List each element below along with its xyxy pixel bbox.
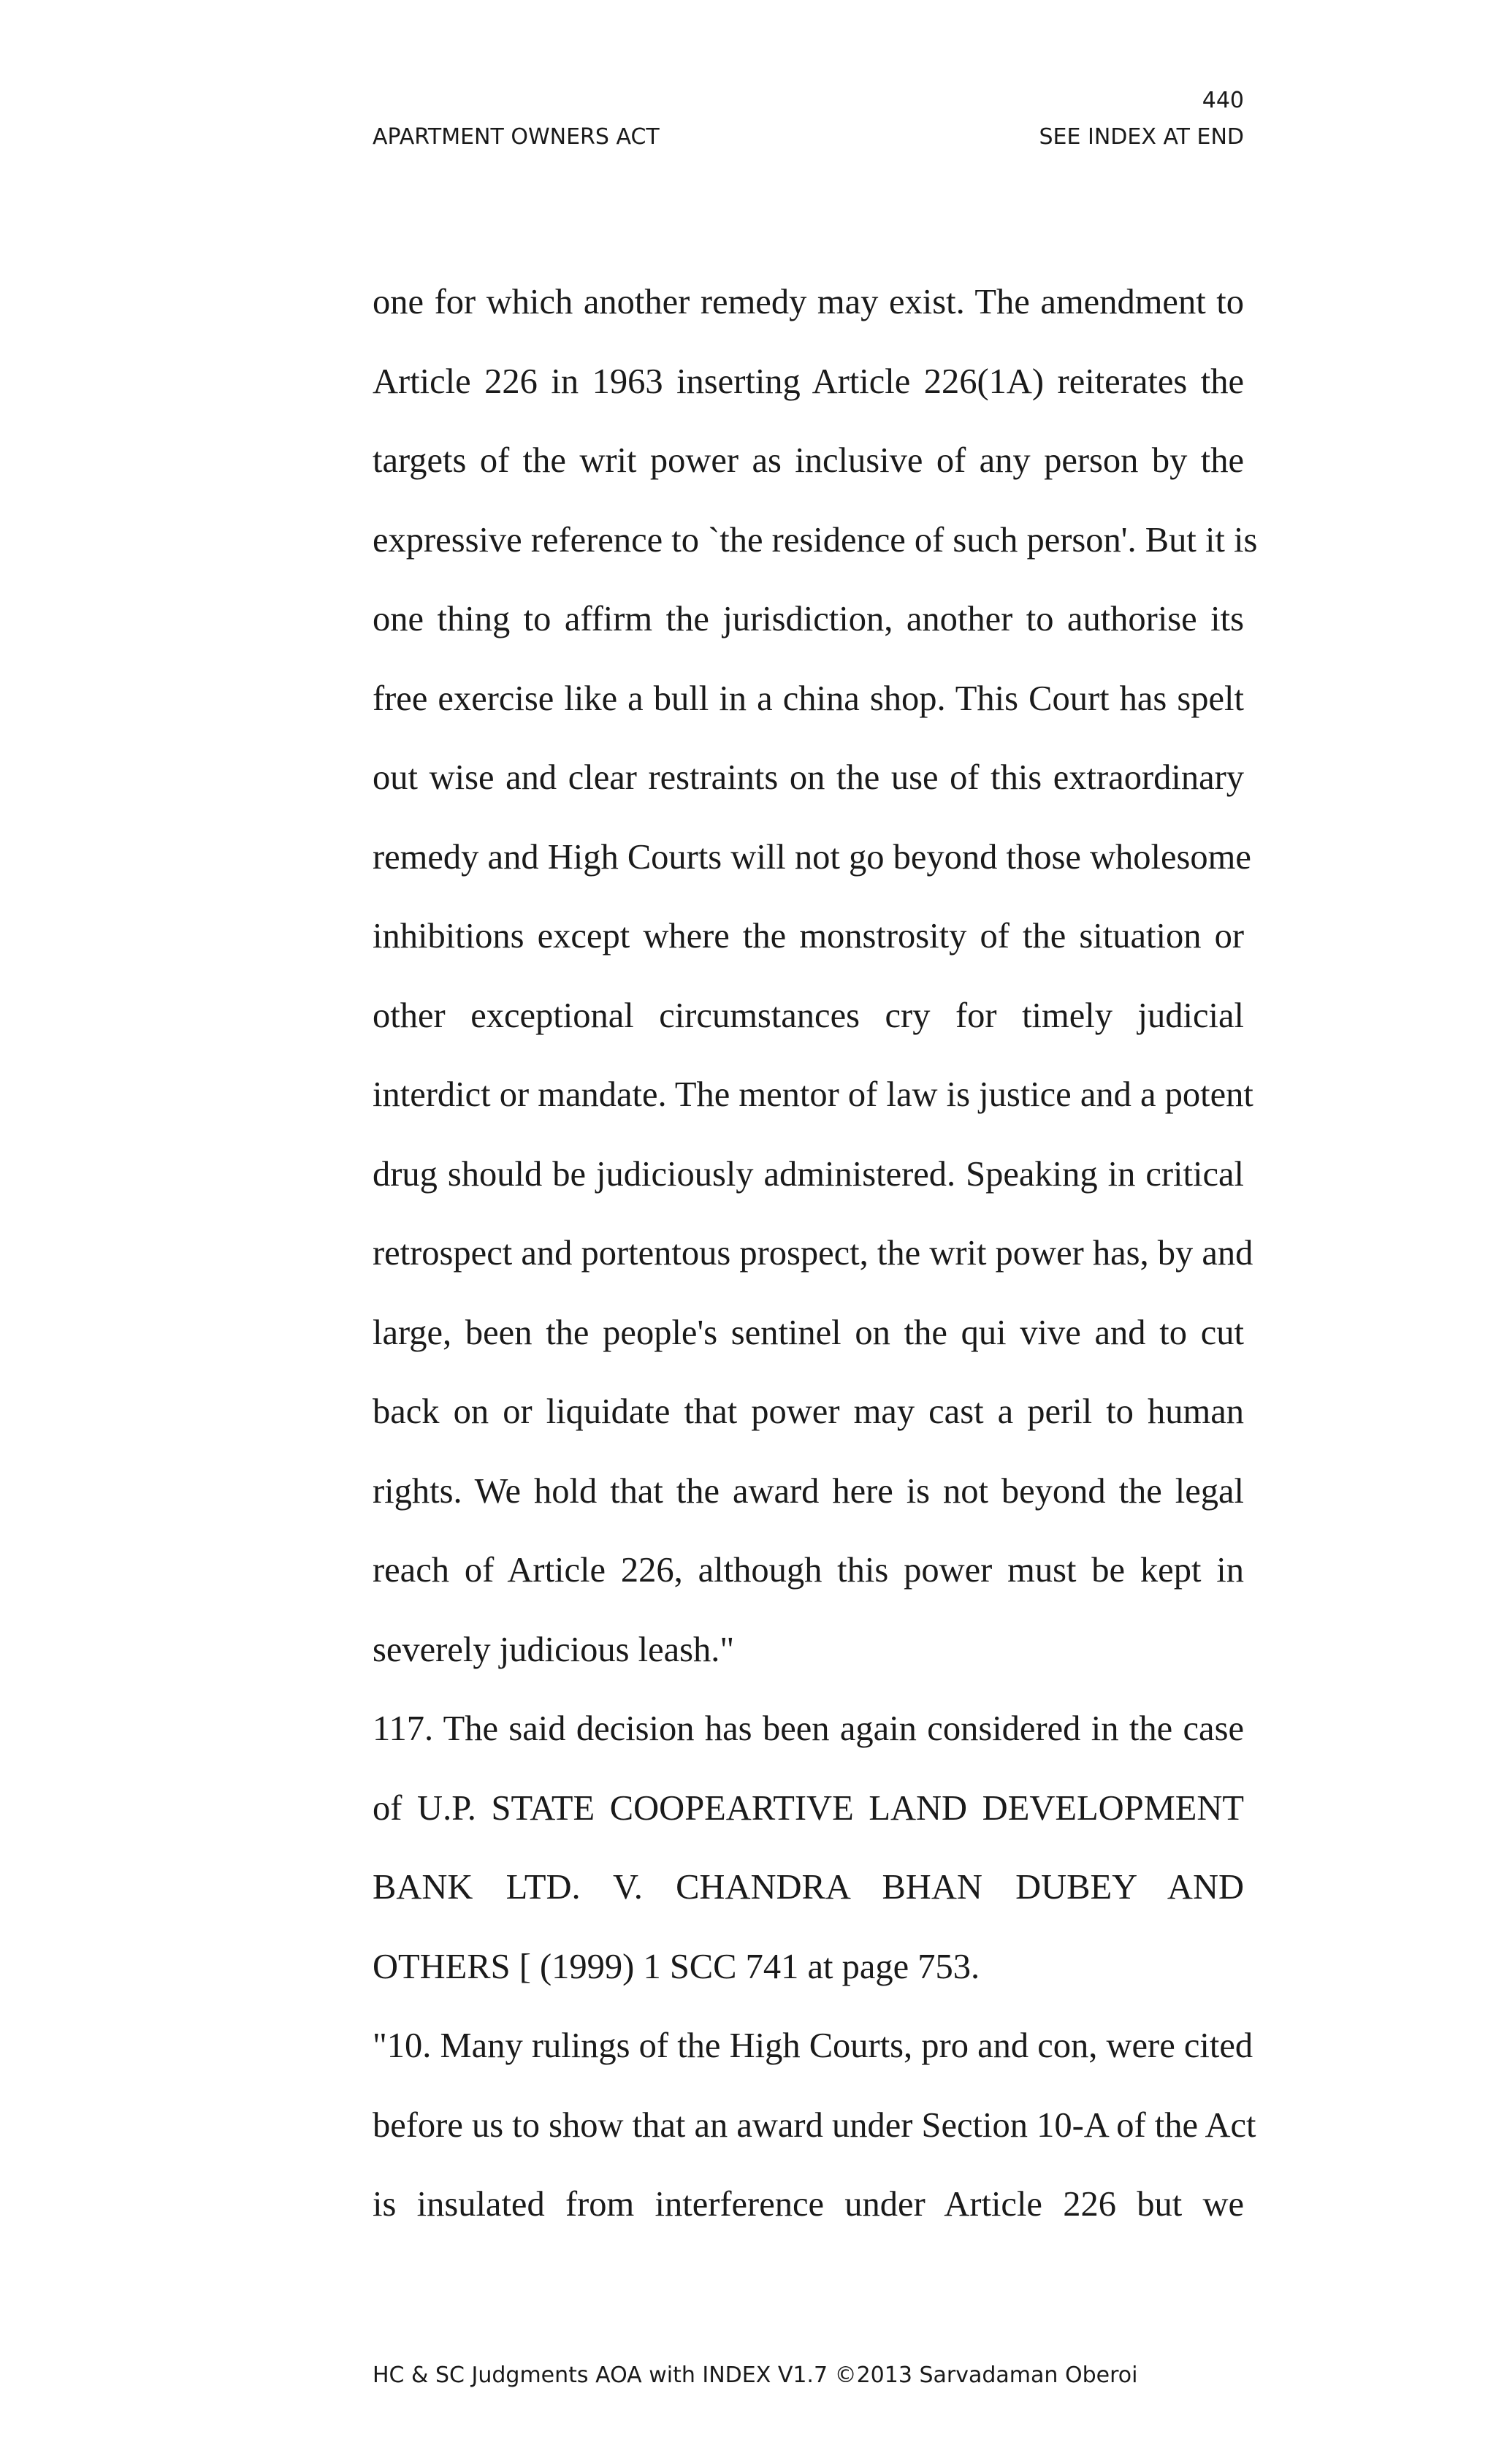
text-line: retrospect and portentous prospect, the writ power has, by and: [373, 1234, 1253, 1273]
text-line: other exceptional circumstances cry for timely judicial: [373, 996, 1244, 1035]
text-line: inhibitions except where the monstrosity of the situation or: [373, 917, 1244, 956]
running-header: [373, 123, 1244, 152]
text-line: large, been the people's sentinel on the qui vive and to cut: [373, 1313, 1244, 1352]
text-line: severely judicious leash.": [373, 1630, 735, 1669]
text-line: OTHERS [ (1999) 1 SCC 741 at page 753.: [373, 1947, 980, 1986]
text-line: back on or liquidate that power may cast a peril to human: [373, 1392, 1244, 1431]
page-number: 440: [1202, 88, 1244, 113]
text-line: free exercise like a bull in a china shop. This Court has spelt: [373, 679, 1244, 718]
text-line: 117. The said decision has been again considered in the case: [373, 1709, 1244, 1748]
header-title: APARTMENT OWNERS ACT: [373, 124, 660, 150]
judgment-text: [373, 263, 1258, 2245]
text-line: one thing to affirm the jurisdiction, another to authorise its: [373, 600, 1244, 638]
text-line: drug should be judiciously administered. Speaking in critical: [373, 1154, 1244, 1194]
text-line: Article 226 in 1963 inserting Article 226(1A) reiterates the: [373, 362, 1244, 401]
text-line: reach of Article 226, although this power must be kept in: [373, 1551, 1244, 1590]
text-line: interdict or mandate. The mentor of law is justice and a potent: [373, 1075, 1253, 1114]
text-line: before us to show that an award under Section 10-A of the Act: [373, 2105, 1256, 2145]
header-index-note: SEE INDEX AT END: [1039, 124, 1244, 150]
text-line: expressive reference to `the residence of such person'. But it is: [373, 520, 1258, 560]
text-line: one for which another remedy may exist. The amendment to: [373, 283, 1244, 321]
text-line: BANK LTD. V. CHANDRA BHAN DUBEY AND: [373, 1868, 1244, 1907]
text-line: rights. We hold that the award here is not beyond the legal: [373, 1471, 1244, 1511]
text-line: remedy and High Courts will not go beyond those wholesome: [373, 837, 1251, 877]
text-line: "10. Many rulings of the High Courts, pro and con, were cited: [373, 2026, 1253, 2065]
text-line: targets of the writ power as inclusive of any person by the: [373, 441, 1244, 480]
footer-copyright: HC & SC Judgments AOA with INDEX V1.7 ©2013 Sarvadaman Oberoi: [373, 2362, 1138, 2388]
text-line: is insulated from interference under Article 226 but we: [373, 2185, 1244, 2224]
text-line: out wise and clear restraints on the use of this extraordinary: [373, 758, 1244, 797]
text-line: of U.P. STATE COOPEARTIVE LAND DEVELOPMENT: [373, 1788, 1244, 1828]
